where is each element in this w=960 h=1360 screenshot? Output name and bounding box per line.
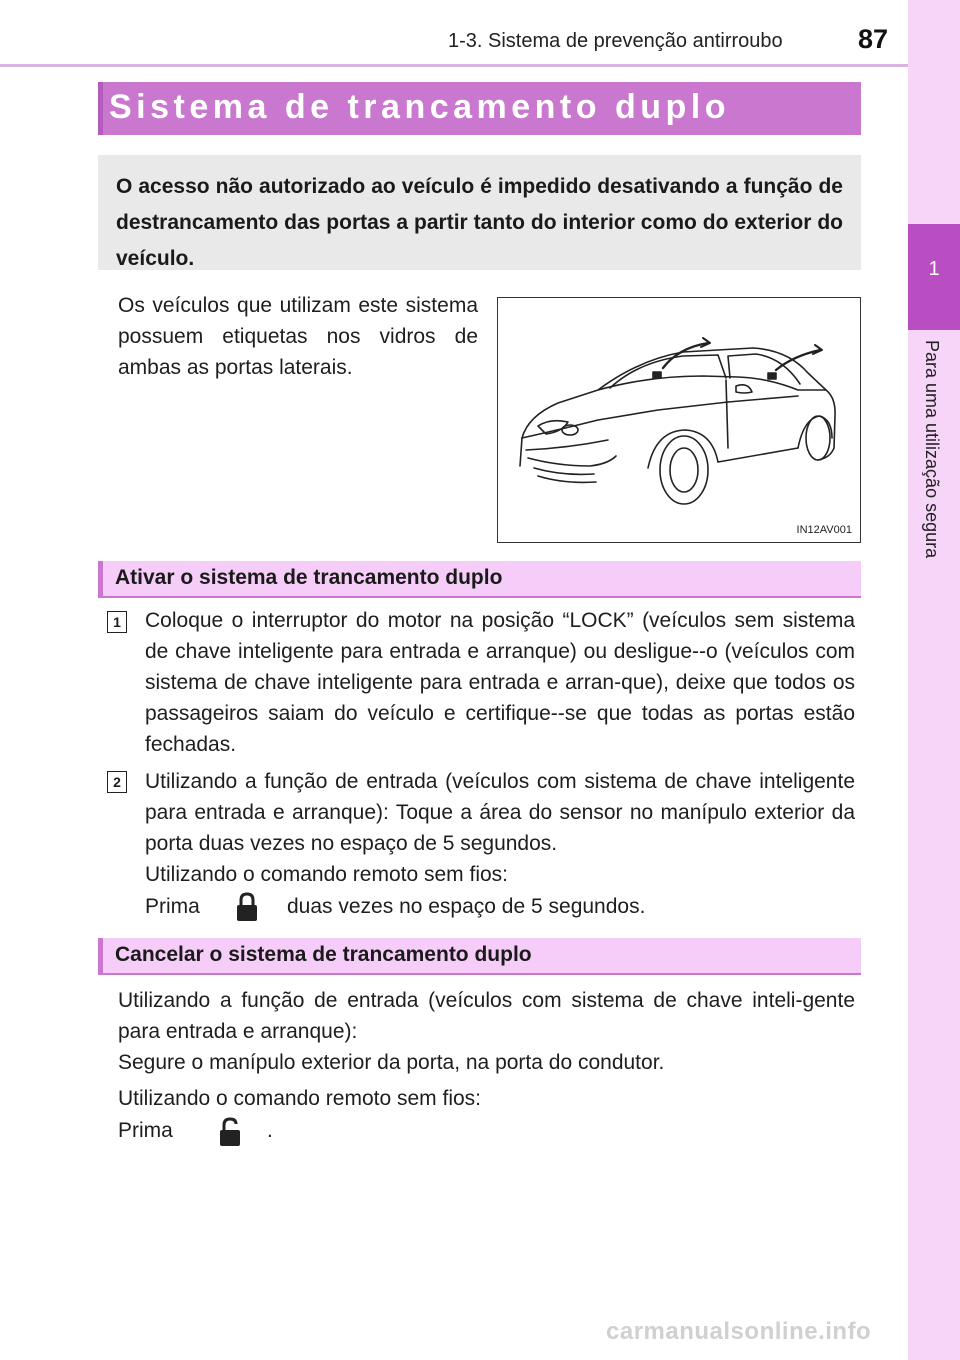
cancel-press-suffix: . xyxy=(267,1119,273,1142)
cancel-press-prefix: Prima xyxy=(118,1119,173,1142)
section-title: Sistema de trancamento duplo xyxy=(109,88,730,126)
running-header: 1-3. Sistema de prevenção antirroubo xyxy=(448,30,783,52)
watermark: carmanualsonline.info xyxy=(606,1318,872,1345)
cancel-heading xyxy=(98,938,861,975)
page-number: 87 xyxy=(858,24,889,54)
cancel-remote-label: Utilizando o comando remoto sem fios: xyxy=(118,1087,481,1110)
step-1-text: Coloque o interruptor do motor na posição “LOCK” (veículos sem sistema de chave inteligente para entrada e arranque) ou desligue--o (veículos com sistema de chave inteligente para entrada e arran-que), deixe que todos os passageiros saiam do veículo e certifique--se que todas as portas estão fechadas. xyxy=(145,609,855,756)
chapter-title: Para uma utilização segura xyxy=(922,340,942,559)
cancel-entry-action: Segure o manípulo exterior da porta, na porta do condutor. xyxy=(118,1051,665,1074)
step-1-badge: 1 xyxy=(107,611,127,633)
car-figure xyxy=(497,297,861,543)
step-2-remote-label: Utilizando o comando remoto sem fios: xyxy=(145,863,508,886)
lock-open-icon xyxy=(219,1117,241,1147)
step-2-press-prefix: Prima xyxy=(145,895,200,918)
activate-heading xyxy=(98,561,861,598)
chapter-side-tab xyxy=(908,0,960,1360)
step-2-press-suffix: duas vezes no espaço de 5 segundos. xyxy=(287,895,646,918)
section-title-banner xyxy=(98,82,861,135)
chapter-number: 1 xyxy=(928,258,940,280)
intro-paragraph: Os veículos que utilizam este sistema possuem etiquetas nos vidros de ambas as portas laterais. xyxy=(118,294,478,379)
step-2-badge: 2 xyxy=(107,771,127,793)
step-2-text: Utilizando a função de entrada (veículos com sistema de chave inteligente para entrada e arranque): Toque a área do sensor no manípulo exterior da porta duas vezes no espaço de 5 segundos. xyxy=(145,770,855,855)
header-divider xyxy=(0,64,908,67)
cancel-entry-label: Utilizando a função de entrada (veículos com sistema de chave inteli-gente para entrada e arranque): xyxy=(118,989,855,1043)
lock-closed-icon xyxy=(236,892,258,922)
intro-summary: O acesso não autorizado ao veículo é impedido desativando a função de destrancamento das portas a partir tanto do interior como do exterior do veículo. xyxy=(98,155,861,270)
figure-code: IN12AV001 xyxy=(796,524,852,536)
car-illustration-icon xyxy=(498,298,862,544)
activate-heading-text: Ativar o sistema de trancamento duplo xyxy=(115,566,503,589)
cancel-heading-text: Cancelar o sistema de trancamento duplo xyxy=(115,943,532,966)
